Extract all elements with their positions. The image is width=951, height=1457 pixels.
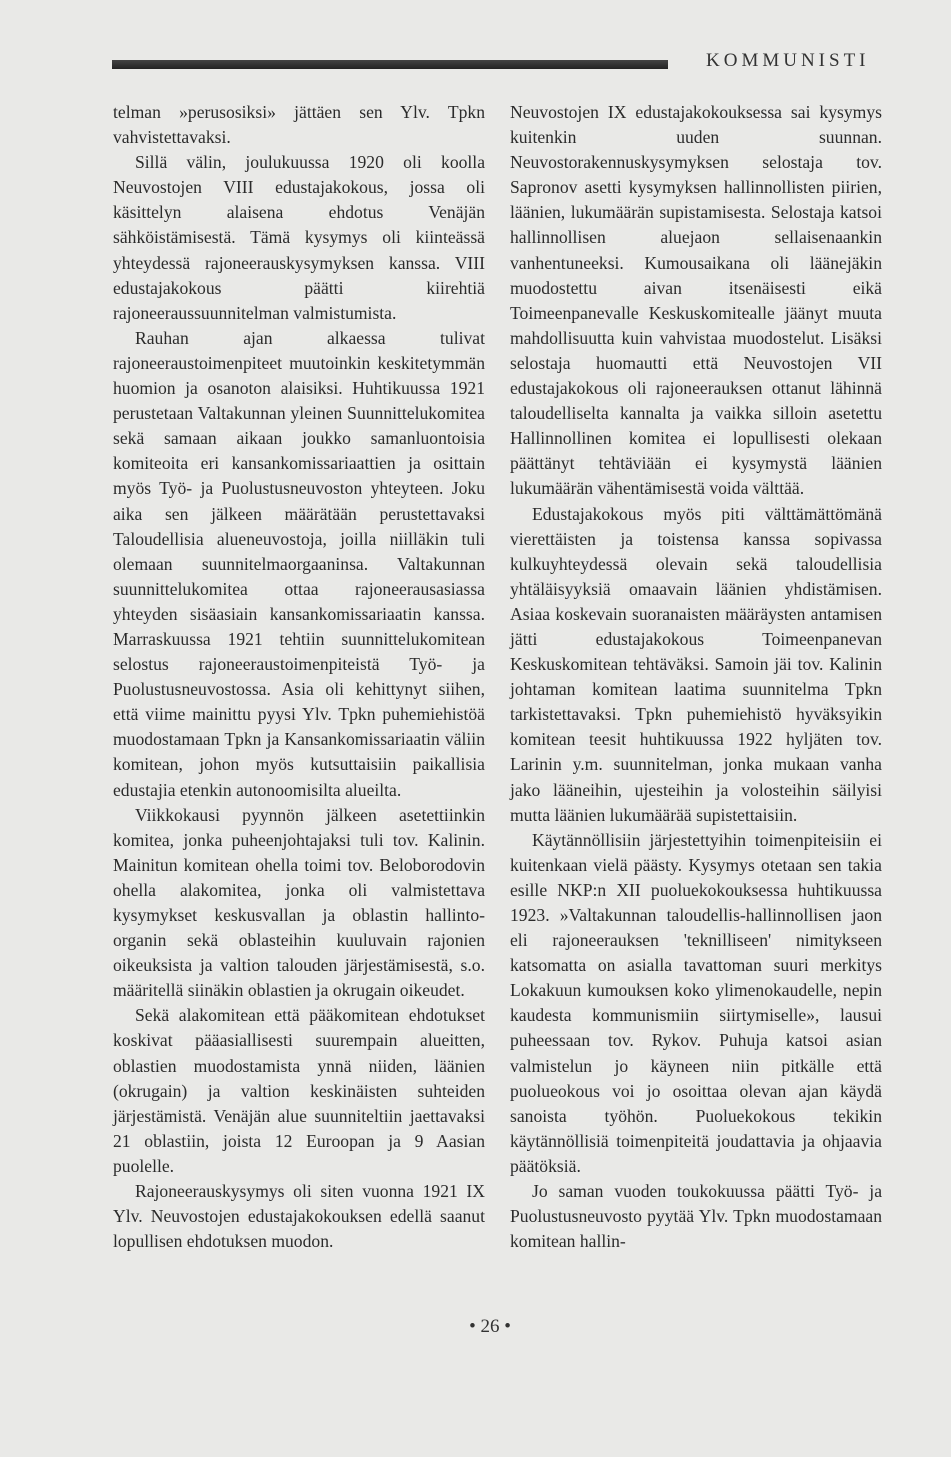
running-title: KOMMUNISTI <box>706 50 870 71</box>
page-number: • 26 • <box>469 1316 511 1337</box>
paragraph: Neuvostojen IX edustajakokouksessa sai kysymys kuitenkin uuden suunnan. Neuvostorakennuskysymyksen selostaja tov. Sapronov asetti kysymyksen hallinnollisten piirien, läänien, lukumäärän supistamisesta. Selostaja katsoi hallinnollisen aluejaon sellaisenaankin vanhentuneeksi. Kumousaikana oli läänejäkin muodostettu aivan itsenäisesti eikä Toimeenpanevalle Keskuskomitealle jäänyt muuta mahdollisuutta kuin vahvistaa muodostelut. Lisäksi selostaja huomautti että Neuvostojen VII edustajakokous oli rajoneerauksen ottanut lähinnä taloudelliselta kannalta ja vaikka silloin asetettu Hallinnollinen komitea ei lopullisesti olekaan päättänyt tehtäviään ei kysymystä läänien lukumäärän vähentämisestä voida välttää. <box>510 102 882 499</box>
right-column <box>510 100 882 1254</box>
paragraph: Edustajakokous myös piti välttämättömänä vierettäisten ja toistensa kanssa sopivassa kulkuyhteydessä olevain sekä taloudellisia yhtäläisyyksiä omaavain läänien yhdistämisen. Asiaa koskevain suoranaisten määräysten antamisen jätti edustajakokous Toimeenpanevan Keskuskomitean tehtäväksi. Samoin jäi tov. Kalinin johtaman komitean laatima suunnitelma Tpkn tarkistettavaksi. Tpkn puhemiehistö hyväksyikin komitean teesit huhtikuussa 1922 hyljäten tov. Larinin y.m. suunnitelman, jonka mukaan vanha jako lääneihin, ujesteihin ja volosteihin säilyisi mutta läänien lukumäärää supistettaisiin. <box>510 503 882 825</box>
paragraph: Sillä välin, joulukuussa 1920 oli koolla Neuvostojen VIII edustajakokous, jossa oli käsittelyn alaisena ehdotus Venäjän sähköistämisestä. Tämä kysymys oli kiinteässä yhteydessä rajoneerauskysymyksen kanssa. VIII edustajakokous päätti kiirehtiä rajoneeraussuunnitelman valmistumista. <box>113 152 485 323</box>
paragraph: Jo saman vuoden toukokuussa päätti Työ- ja Puolustusneuvosto pyytää Ylv. Tpkn muodostamaan komitean hallin- <box>510 1181 882 1252</box>
left-column <box>113 100 485 1254</box>
paragraph: Rauhan ajan alkaessa tulivat rajoneeraustoimenpiteet muutoinkin keskitetymmän huomion ja osanoton alaisiksi. Huhtikuussa 1921 perustetaan Valtakunnan yleinen Suunnittelukomitea sekä samaan aikaan joukko samanluontoisia komiteoita eri kansankomissariaattien ja osittain myös Työ- ja Puolustusneuvoston yhteyteen. Joku aika sen jälkeen määrätään perustettavaksi Taloudellisia alueneuvostoja, joilla niilläkin tuli olemaan suunnitelmaorgaaninsa. Valtakunnan suunnittelukomitea ottaa rajoneerausasiassa yhteyden sisäasiain kansankomissariaatin kanssa. Marraskuussa 1921 tehtiin suunnittelukomitean selostus rajoneeraustoimenpiteistä Työ- ja Puolustusneuvostossa. Asia oli kehittynyt siihen, että viime mainittu pyysi Ylv. Tpkn puhemiehistöä muodostamaan Tpkn ja Kansankomissariaatin väliin komitean, johon myös kutsuttaisiin paikallisia edustajia etenkin autonoomisilta alueilta. <box>113 327 485 800</box>
paragraph: Sekä alakomitean että pääkomitean ehdotukset koskivat pääasiallisesti suurempain alueitten, oblastien muodostamista ynnä niiden, läänien (okrugain) ja valtion keskinäisten suhteiden järjestämistä. Venäjän alue suunniteltiin jaettavaksi 21 oblastiin, joista 12 Euroopan ja 9 Aasian puolelle. <box>113 1005 485 1176</box>
paragraph: Käytännöllisiin järjestettyihin toimenpiteisiin ei kuitenkaan vielä päästy. Kysymys otetaan sen takia esille NKP:n XII puoluekokouksessa huhtikuussa 1923. »Valtakunnan taloudellis-hallinnollisen jaon eli rajoneerauksen 'teknilliseen' nimitykseen katsomatta on asialla tavattoman suuri merkitys Lokakuun kumouksen koko ylimenokaudelle, nepin kaudesta kommunismiin siirtymiselle», lausui puheessaan tov. Rykov. Puhuja katsoi asian valmistelun jo käyneen niin pitkälle että puolueokous voi jo osoittaa olevan ajan käydä sanoista työhön. Puoluekokous tekikin käytännöllisiä toimenpiteitä joudattavia ja ohjaavia päätöksiä. <box>510 829 882 1176</box>
paragraph: Rajoneerauskysymys oli siten vuonna 1921 IX Ylv. Neuvostojen edustajakokouksen edellä saanut lopullisen ehdotuksen muodon. <box>113 1181 485 1252</box>
paragraph: telman »perusosiksi» jättäen sen Ylv. Tpkn vahvistettavaksi. <box>113 102 485 148</box>
paragraph: Viikkokausi pyynnön jälkeen asetettiinkin komitea, jonka puheenjohtajaksi tuli tov. Kalinin. Mainitun komitean ohella toimi tov. Beloborodovin ohella alakomitea, jonka oli valmistettava kysymykset keskusvallan ja oblastin hallinto-organin sekä oblasteihin kuuluvain rajonien oikeuksista ja valtion talouden järjestämisestä, s.o. määritellä siinäkin oblastien ja okrugain oikeudet. <box>113 804 485 1001</box>
header-rule <box>112 60 668 69</box>
